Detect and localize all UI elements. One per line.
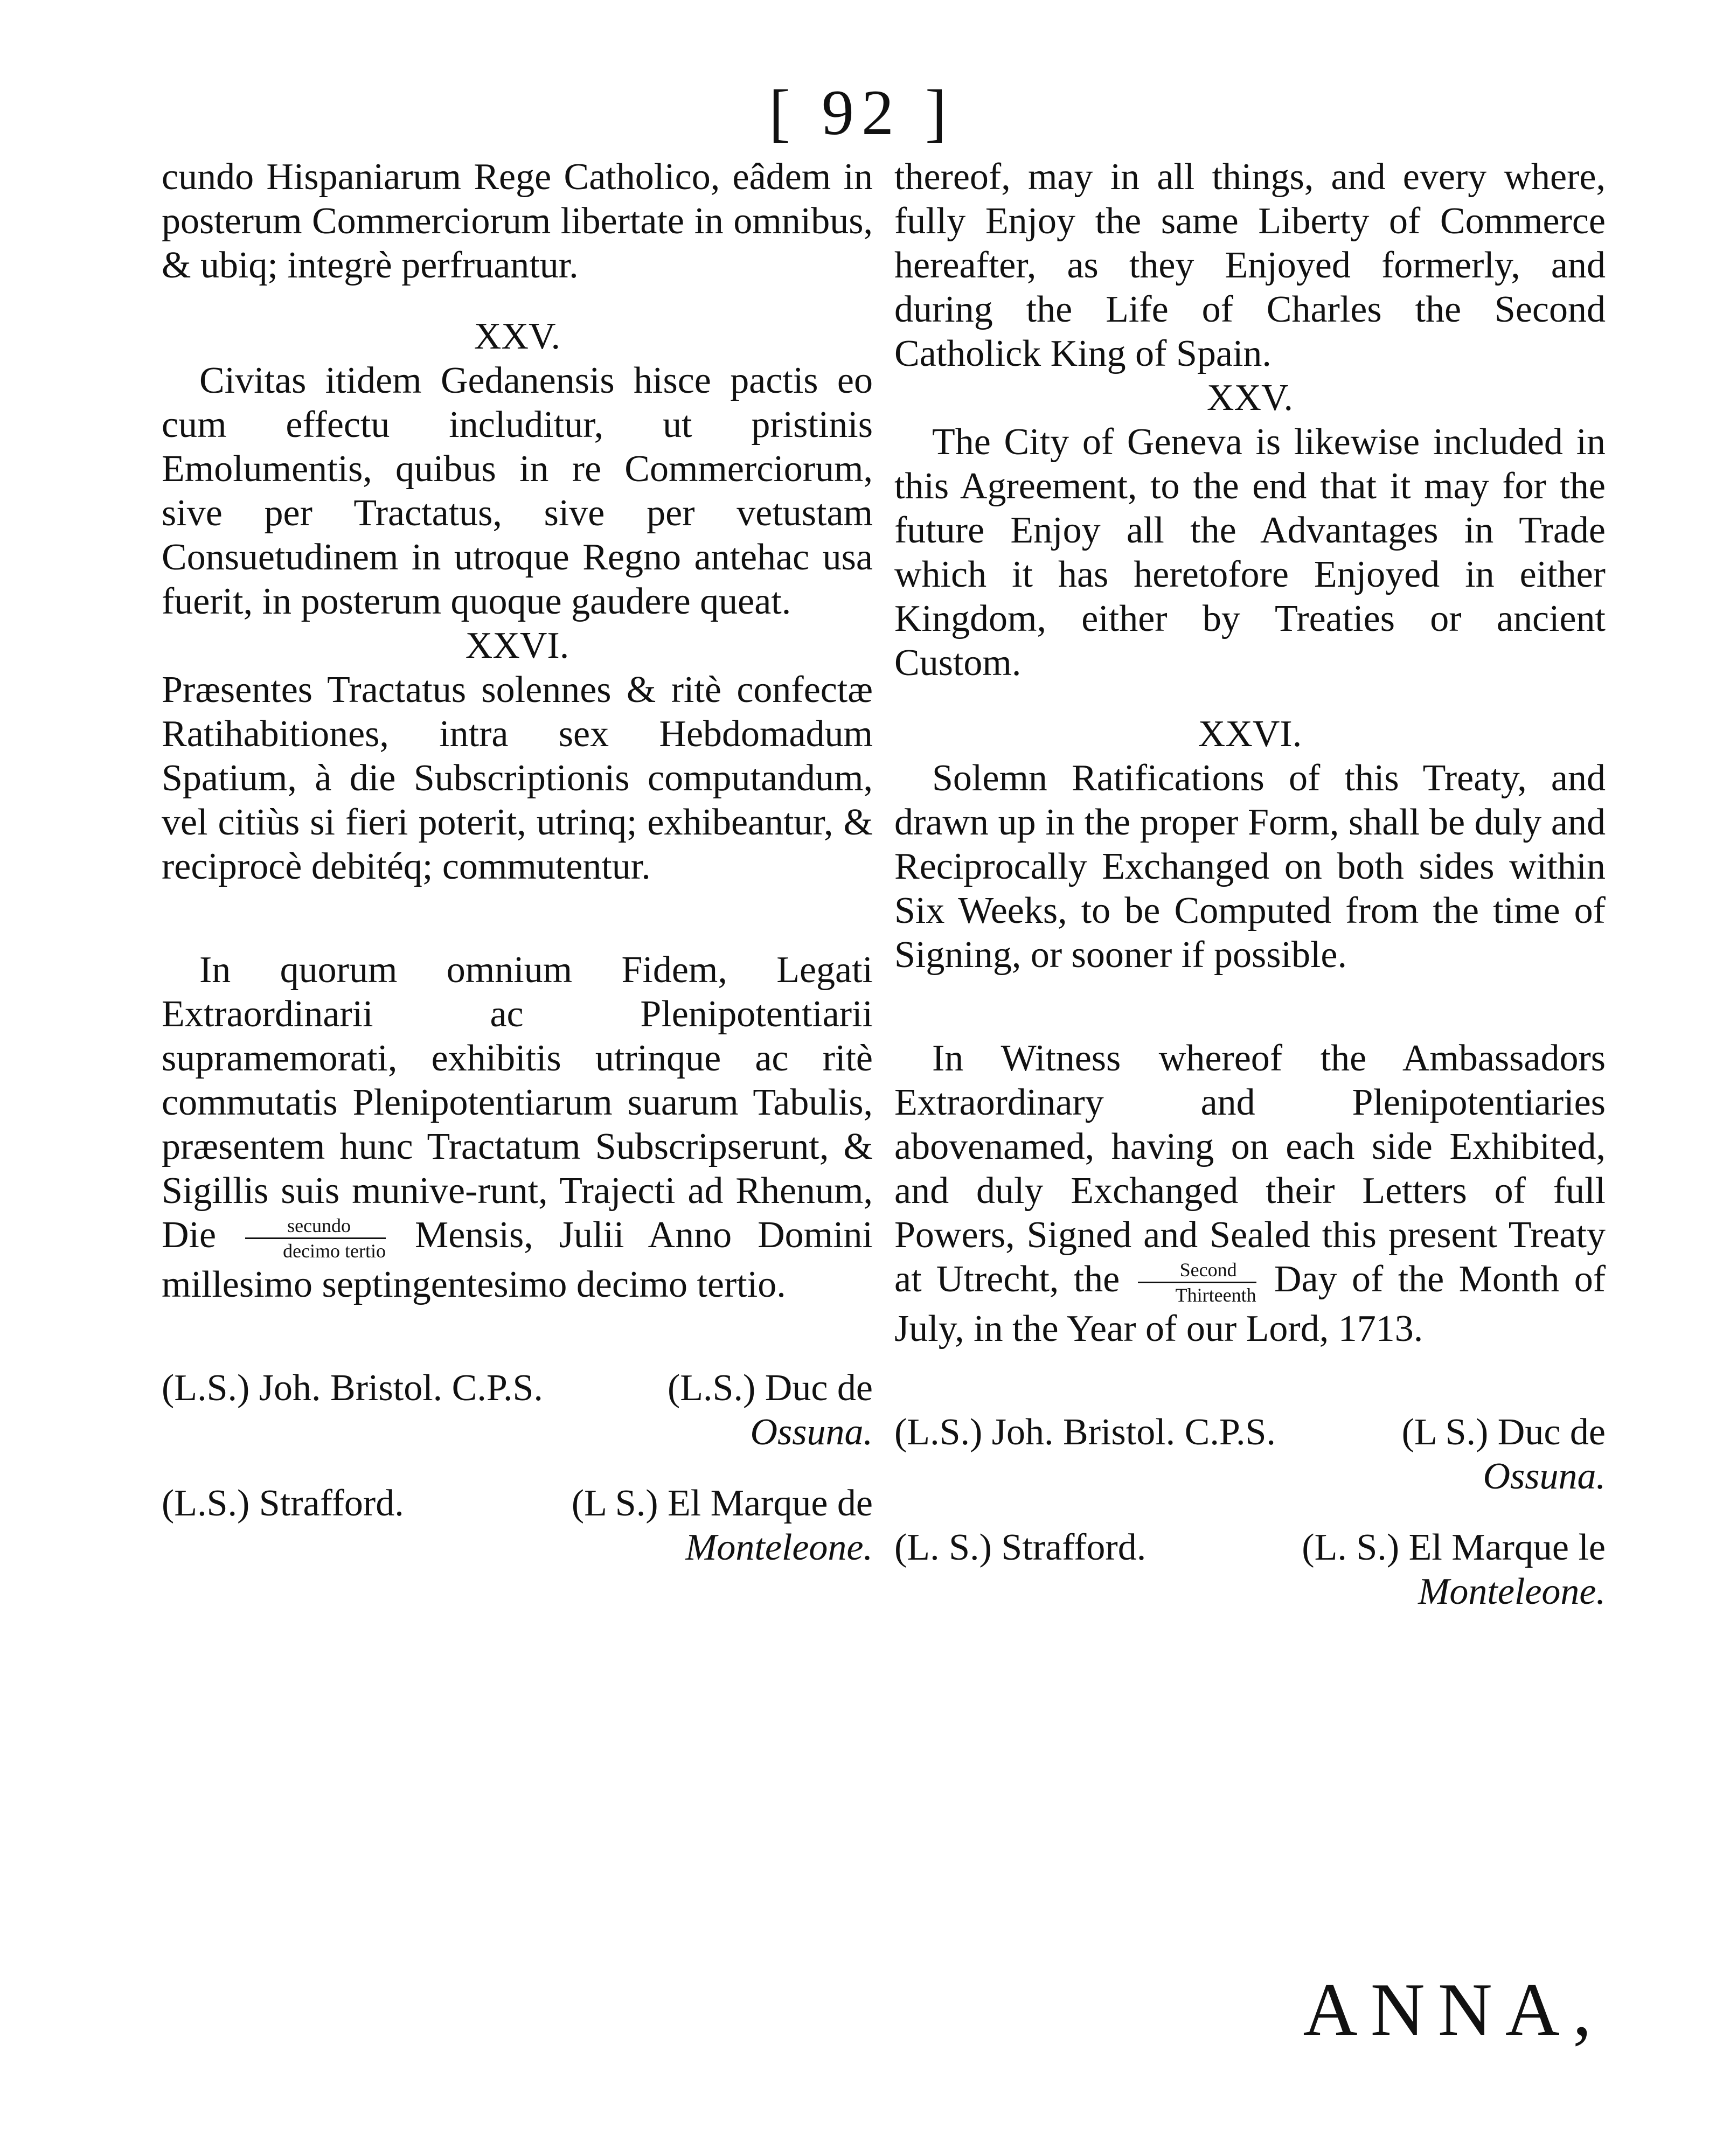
latin-sig1-right: (L.S.) Duc de [667,1367,873,1409]
latin-article-26-heading: XXVI. [465,625,569,666]
english-article-25-heading: XXV. [1206,377,1294,419]
latin-intro: cundo Hispaniarum Rege Catholico, eâdem in posterum Commerciorum libertate in omnibus, & ubiq; integrè perfruantur. [162,156,873,286]
page-number: [ 92 ] [769,76,954,148]
latin-article-25-heading: XXV. [474,316,561,357]
english-sig1-right: (L S.) Duc de [1401,1411,1606,1453]
latin-signature-row-1 [162,1366,873,1410]
english-witness-clause [894,1037,1606,1351]
latin-date-bottom: decimo tertio [283,1240,386,1262]
english-sig1-left: (L.S.) Joh. Bristol. C.P.S. [894,1411,1276,1453]
english-sig2-left: (L. S.) Strafford. [894,1527,1147,1569]
english-sig2-right: (L. S.) El Marque le [1302,1527,1606,1569]
latin-sig2-cont: Monteleone. [685,1527,873,1569]
latin-column [162,155,873,1570]
latin-article-26-text: Præsentes Tractatus solennes & ritè confectæ Ratihabitiones, intra sex Hebdomadum Spatium, à die Subscriptionis computandum, vel citiùs si fieri poterit, utrinq; exhibeantur, & reciprocè debitéq; commutentur. [162,669,873,887]
english-date-fraction [1138,1258,1256,1307]
latin-signature-row-2 [162,1482,873,1526]
english-date-top: Second [1138,1258,1256,1283]
latin-witness-before: In quorum omnium Fidem, Legati Extraordinarii ac Plenipotentiarii supramemorati, exhibitis utrinque ac ritè commutatis Plenipotentiarum suarum Tabulis, præsentem hunc Tractatum Subscripserunt, & Sigillis suis munive-runt, Trajecti ad Rhenum, Die [162,949,873,1256]
latin-article-25-text: Civitas itidem Gedanensis hisce pactis eo cum effectu includitur, ut pristinis Emolumentis, quibus in re Commerciorum, sive per Tractatus, sive per vetustam Consuetudinem in utroque Regno antehac usa fuerit, in posterum quoque gaudere queat. [162,360,873,622]
english-date-bottom: Thirteenth [1175,1284,1256,1306]
english-witness-before: In Witness whereof the Ambassadors Extraordinary and Plenipotentiaries abovenamed, having on each side Exhibited, and duly Exchanged their Letters of full Powers, Signed and Sealed this present Treaty at Utrecht, the [894,1038,1606,1300]
latin-witness-clause [162,948,873,1307]
latin-date-fraction [245,1214,386,1263]
latin-sig2-left: (L.S.) Strafford. [162,1483,404,1525]
english-witness-after: Day of the Month of July, in the Year of our Lord, 1713. [894,1258,1606,1350]
latin-date-top: secundo [245,1214,386,1239]
english-sig2-cont: Monteleone. [1418,1571,1606,1613]
catchword: ANNA, [1303,1968,1604,2051]
english-intro: thereof, may in all things, and every where, fully Enjoy the same Liberty of Commerce hereafter, as they Enjoyed formerly, and during the Life of Charles the Second Catholick King of Spain. [894,156,1606,374]
latin-sig1-left: (L.S.) Joh. Bristol. C.P.S. [162,1367,543,1409]
english-column [894,155,1606,1614]
latin-sig2-right: (L S.) El Marque de [571,1483,873,1525]
english-article-26-text: Solemn Ratifications of this Treaty, and drawn up in the proper Form, shall be duly and Reciprocally Exchanged on both sides within Six Weeks, to be Computed from the time of Signing, or sooner if possible. [894,757,1606,976]
latin-sig1-cont: Ossuna. [750,1411,873,1453]
english-article-25-text: The City of Geneva is likewise included in this Agreement, to the end that it may for the future Enjoy all the Advantages in Trade which it has heretofore Enjoyed in either Kingdom, either by Treaties or ancient Custom. [894,421,1606,684]
english-signature-row-1 [894,1410,1606,1455]
english-sig1-cont: Ossuna. [1483,1456,1606,1498]
english-signature-row-2 [894,1526,1606,1570]
english-article-26-heading: XXVI. [1198,713,1302,755]
latin-witness-after: Mensis, Julii Anno Domini millesimo septingentesimo decimo tertio. [162,1214,873,1306]
